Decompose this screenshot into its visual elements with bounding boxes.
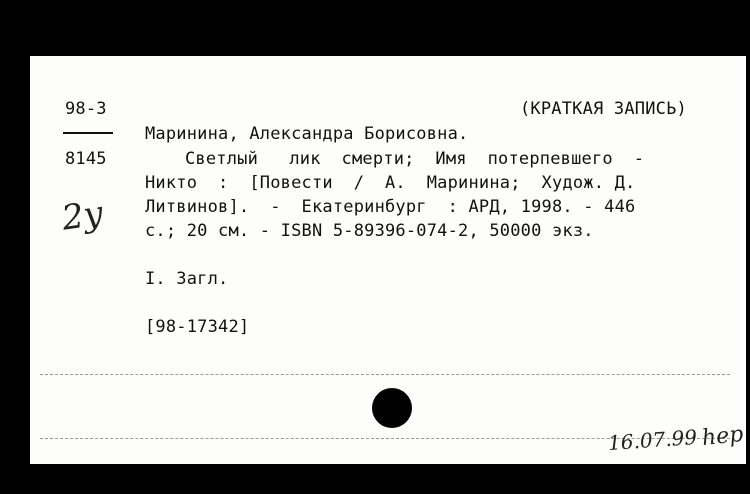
code-separator-line bbox=[63, 132, 113, 134]
code-bottom: 8145 bbox=[65, 149, 107, 169]
card-punch-hole bbox=[372, 388, 412, 428]
code-top: 98-3 bbox=[65, 99, 107, 119]
dotted-guide-line bbox=[40, 374, 730, 375]
catalog-card bbox=[30, 56, 746, 464]
body-line-4: с.; 20 см. - ISBN 5-89396-074-2, 50000 экз. bbox=[145, 221, 594, 241]
body-line-2: Никто : [Повести / А. Маринина; Худож. Д. bbox=[145, 173, 636, 193]
record-type-header: (КРАТКАЯ ЗАПИСЬ) bbox=[520, 99, 687, 119]
handwritten-initials: hep bbox=[700, 421, 745, 452]
body-line-1: Светлый лик смерти; Имя потерпевшего - bbox=[185, 149, 645, 169]
accession-number: [98-17342] bbox=[145, 317, 250, 337]
body-line-3: Литвинов]. - Екатеринбург : АРД, 1998. - 446 bbox=[145, 197, 636, 217]
handwritten-date: 16.07.99 bbox=[607, 424, 698, 456]
handwritten-mark: 2у bbox=[59, 193, 106, 239]
subject-heading: I. Загл. bbox=[145, 269, 229, 289]
author-line: Маринина, Александра Борисовна. bbox=[145, 124, 469, 144]
